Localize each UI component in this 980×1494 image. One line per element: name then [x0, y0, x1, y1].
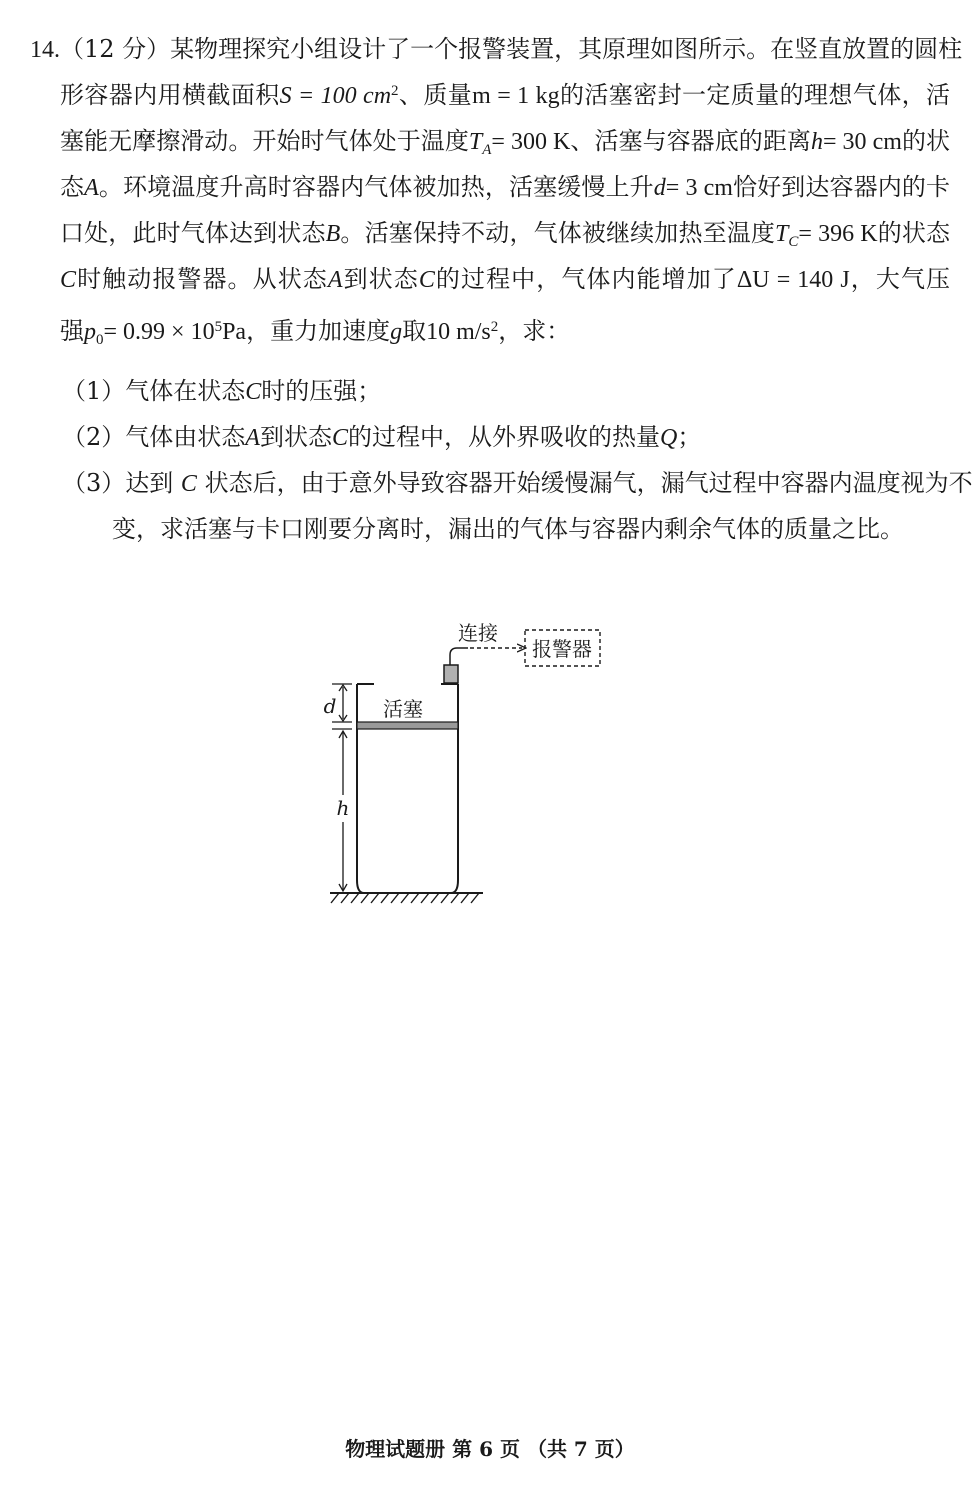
- energy-value: ΔU = 140 J，大气压: [736, 267, 951, 293]
- superscript: 5: [214, 319, 223, 335]
- var-C: C: [331, 425, 348, 451]
- var-d: d: [653, 175, 666, 201]
- rise-value: = 3 cm恰好到达容器内的卡: [665, 175, 951, 201]
- problem-number: 14.: [30, 37, 60, 63]
- piston-label: 活塞: [383, 697, 423, 721]
- label-h: h: [336, 796, 350, 820]
- area-value: S = 100 cm: [279, 83, 392, 109]
- height-value: = 30 cm的状: [822, 129, 950, 155]
- text-segment: 塞能无摩擦滑动。开始时气体处于温度: [60, 127, 469, 155]
- var-Q: Q: [659, 425, 678, 451]
- var-A: A: [327, 267, 343, 293]
- temp-value: = 396 K的状态: [798, 221, 951, 247]
- var-C: C: [245, 379, 262, 405]
- text-segment: 时触动报警器。从状态: [76, 265, 328, 293]
- var-p: p: [84, 319, 96, 345]
- text-segment: 的过程中，气体内能增加了: [434, 265, 737, 293]
- var-T: T: [468, 129, 483, 155]
- text-segment: ；: [677, 423, 702, 451]
- subscript: 0: [96, 332, 104, 348]
- var-A: A: [84, 175, 99, 201]
- text-segment: 口处，此时气体达到状态: [60, 219, 326, 247]
- page-footer: 物理试题册 第 6 页 （共 7 页）: [345, 1437, 635, 1461]
- text-segment: ，求：: [498, 317, 571, 345]
- piston: [357, 722, 458, 729]
- var-C: C: [180, 471, 197, 497]
- text-segment: 的活塞密封一定质量的理想气体，活: [559, 81, 951, 109]
- connect-label: 连接: [458, 621, 498, 645]
- wire: [450, 648, 468, 665]
- var-g: g: [390, 319, 403, 345]
- question-label: （3）: [62, 469, 126, 497]
- question-label: （2）: [62, 423, 126, 451]
- text-segment: 形容器内用横截面积: [60, 81, 280, 109]
- text-segment: Pa，重力加速度: [222, 319, 391, 345]
- subscript: C: [788, 234, 799, 250]
- mass-value: m = 1 kg: [472, 83, 560, 109]
- sensor-block: [444, 665, 458, 683]
- temp-value: = 300 K、活塞与容器底的距离: [491, 129, 811, 155]
- var-A: A: [245, 425, 260, 451]
- var-C: C: [418, 267, 435, 293]
- alarm-label: 报警器: [532, 637, 592, 661]
- var-h: h: [810, 129, 823, 155]
- text-segment: 到状态: [342, 265, 419, 293]
- text-segment: 某物理探究小组设计了一个报警装置，其原理如图所示。在竖直放置的圆柱: [170, 35, 963, 63]
- text-segment: 态: [60, 173, 85, 201]
- var-C: C: [60, 267, 77, 293]
- var-B: B: [325, 221, 341, 247]
- pressure-value: = 0.99 × 10: [103, 319, 215, 345]
- text-segment: 气体由状态: [125, 423, 246, 451]
- text-segment: 。环境温度升高时容器内气体被加热，活塞缓慢上升: [98, 173, 654, 201]
- question-label: （1）: [62, 377, 126, 405]
- subscript: A: [482, 142, 492, 158]
- text-segment: 的过程中，从外界吸收的热量: [347, 423, 660, 451]
- text-segment: 。活塞保持不动，气体被继续加热至温度: [340, 219, 776, 247]
- superscript: 2: [391, 83, 399, 99]
- var-T: T: [775, 221, 789, 247]
- text-segment: 、质量: [398, 81, 473, 109]
- gravity-value: 取10 m/s: [402, 319, 491, 345]
- superscript: 2: [490, 319, 499, 335]
- label-d: d: [323, 694, 337, 718]
- text-segment: 状态后，由于意外导致容器开始缓慢漏气，漏气过程中容器内温度视为不: [204, 469, 973, 497]
- problem-points: （12 分）: [60, 35, 171, 63]
- text-segment: 达到: [125, 469, 174, 497]
- ground: [330, 893, 483, 903]
- text-segment: 强: [60, 317, 84, 345]
- text-segment: 气体在状态: [125, 377, 246, 405]
- text-segment: 变，求活塞与卡口刚要分离时，漏出的气体与容器内剩余气体的质量之比。: [112, 515, 904, 543]
- text-segment: 时的压强；: [261, 377, 382, 405]
- text-segment: 到状态: [259, 423, 332, 451]
